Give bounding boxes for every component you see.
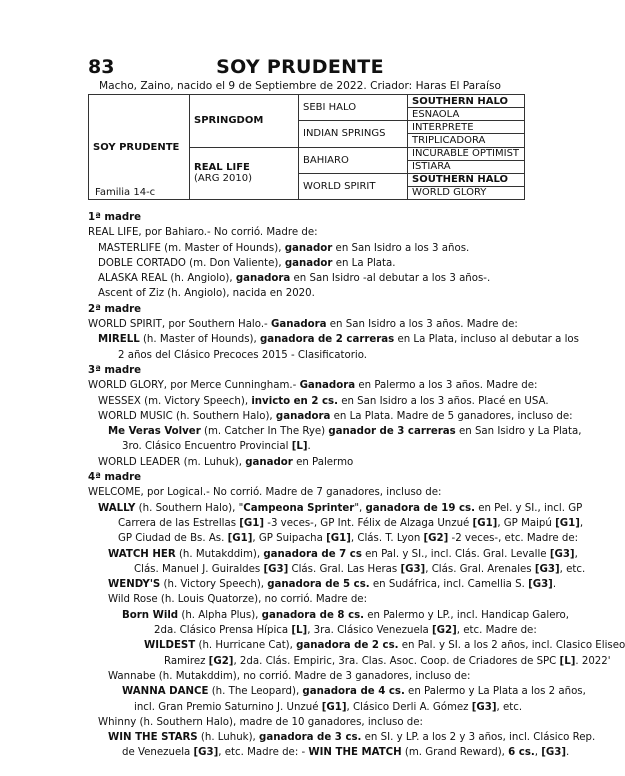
pedigree-dam-dam: WORLD SPIRIT [299,173,408,199]
pedigree-family: Familia 14-c [95,187,156,198]
pedigree-sire-sire: SEBI HALO [299,95,408,121]
text-line: Carrera de las Estrellas [G1] -3 veces-, GP Int. Félix de Alzaga Unzué [G1], GP Maipú [G1], [118,517,584,529]
text-line: Ascent of Ziz (h. Angiolo), nacida en 2020. [98,288,315,300]
pedigree-horse-name: SOY PRUDENTE [93,141,180,153]
text-line: WANNA DANCE (h. The Leopard), ganadora de 4 cs. en Palermo y La Plata a los 2 años, [122,686,586,698]
text-line: REAL LIFE, por Bahiaro.- No corrió. Madre de: [88,227,318,239]
pedigree-dam-sire: BAHIARO [299,147,408,173]
text-line: MASTERLIFE (m. Master of Hounds), ganador en San Isidro a los 3 años. [98,242,470,254]
text-line: WILDEST (h. Hurricane Cat), ganadora de 2 cs. en Pal. y SI. a los 2 años, incl. Clasico Eliseo [144,640,625,652]
text-line: WALLY (h. Southern Halo), "Campeona Sprinter", ganadora de 19 cs. en Pel. y SI., incl. GP [98,502,583,514]
pedigree-ggp-7: SOUTHERN HALO [408,173,525,186]
text-line: WORLD SPIRIT, por Southern Halo.- Ganadora en San Isidro a los 3 años. Madre de: [88,319,518,331]
text-line: WORLD LEADER (m. Luhuk), ganador en Palermo [98,456,354,468]
horse-name-title: SOY PRUDENTE [216,56,384,78]
text-line: 2da. Clásico Prensa Hípica [L], 3ra. Clásico Venezuela [G2], etc. Madre de: [154,625,537,637]
pedigree-dam-name: REAL LIFE [194,162,250,174]
section-heading: 2ª madre [88,303,142,315]
pedigree-dam [190,147,299,200]
text-line: GP Ciudad de Bs. As. [G1], GP Suipacha [G1], Clás. T. Lyon [G2] -2 veces-, etc. Madre de: [118,533,579,545]
section-heading: 1ª madre [88,212,142,223]
text-line: DOBLE CORTADO (m. Don Valiente), ganador en La Plata. [98,257,396,269]
text-line: 3ro. Clásico Encuentro Provincial [L]. [122,441,311,453]
pedigree-ggp-8: WORLD GLORY [408,186,525,199]
pedigree-dam-info: (ARG 2010) [194,173,252,185]
text-line: ALASKA REAL (h. Angiolo), ganadora en San Isidro -al debutar a los 3 años-. [98,273,491,285]
produce-record [88,210,625,761]
text-line: Clás. Manuel J. Guiraldes [G3] Clás. Gral. Las Heras [G3], Clás. Gral. Arenales [G3], etc. [134,563,586,575]
section-heading: 3ª madre [88,364,142,376]
text-line: Ramirez [G2], 2da. Clás. Empiric, 3ra. Clas. Asoc. Coop. de Criadores de SPC [L]. 2022' [164,655,611,667]
pedigree-ggp-2: ESNAOLA [408,108,525,121]
text-line: 2 años del Clásico Precoces 2015 - Clasificatorio. [118,349,368,361]
pedigree-ggp-1: SOUTHERN HALO [408,95,525,108]
text-line: Wild Rose (h. Louis Quatorze), no corrió. Madre de: [108,594,368,606]
text-line: Born Wild (h. Alpha Plus), ganadora de 8 cs. en Palermo y LP., incl. Handicap Galero, [122,609,569,621]
text-line: WESSEX (m. Victory Speech), invicto en 2 cs. en San Isidro a los 3 años. Placé en USA. [98,395,549,407]
text-line: incl. Gran Premio Saturnino J. Unzué [G1], Clásico Derli A. Gómez [G3], etc. [134,701,523,713]
text-line: de Venezuela [G3], etc. Madre de: - WIN THE MATCH (m. Grand Reward), 6 cs., [G3]. [122,747,570,759]
pedigree-ggp-3: INTERPRETE [408,121,525,134]
text-line: Whinny (h. Southern Halo), madre de 10 ganadores, incluso de: [98,716,423,728]
text-line: WORLD GLORY, por Merce Cunningham.- Ganadora en Palermo a los 3 años. Madre de: [88,380,538,392]
pedigree-ggp-5: INCURABLE OPTIMIST [408,147,525,160]
text-line: WATCH HER (h. Mutakddim), ganadora de 7 cs en Pal. y SI., incl. Clás. Gral. Levalle [G3], [108,548,578,560]
text-line: WENDY'S (h. Victory Speech), ganadora de 5 cs. en Sudáfrica, incl. Camellia S. [G3]. [108,579,557,591]
pedigree-sire: SPRINGDOM [190,95,299,148]
pedigree-sire-dam: INDIAN SPRINGS [299,121,408,147]
pedigree-table [88,94,525,200]
text-line: Wannabe (h. Mutakddim), no corrió. Madre de 3 ganadores, incluso de: [108,670,471,682]
text-line: WIN THE STARS (h. Luhuk), ganadora de 3 cs. en SI. y LP. a los 2 y 3 años, incl. Clásico Rep. [108,732,596,744]
text-line: Me Veras Volver (m. Catcher In The Rye) ganador de 3 carreras en San Isidro y La Plata, [108,426,582,438]
text-line: WORLD MUSIC (h. Southern Halo), ganadora en La Plata. Madre de 5 ganadores, incluso de: [98,410,573,422]
section-heading: 4ª madre [88,472,142,484]
pedigree-ggp-6: ISTIARA [408,160,525,173]
text-line: WELCOME, por Logical.- No corrió. Madre de 7 ganadores, incluso de: [88,487,442,499]
pedigree-ggp-4: TRIPLICADORA [408,134,525,147]
text-line: MIRELL (h. Master of Hounds), ganadora de 2 carreras en La Plata, incluso al debutar a los [98,334,579,346]
pedigree-horse [89,95,190,200]
horse-subtitle: Macho, Zaino, nacido el 9 de Septiembre de 2022. Criador: Haras El Paraíso [99,80,501,92]
lot-number: 83 [88,56,115,78]
